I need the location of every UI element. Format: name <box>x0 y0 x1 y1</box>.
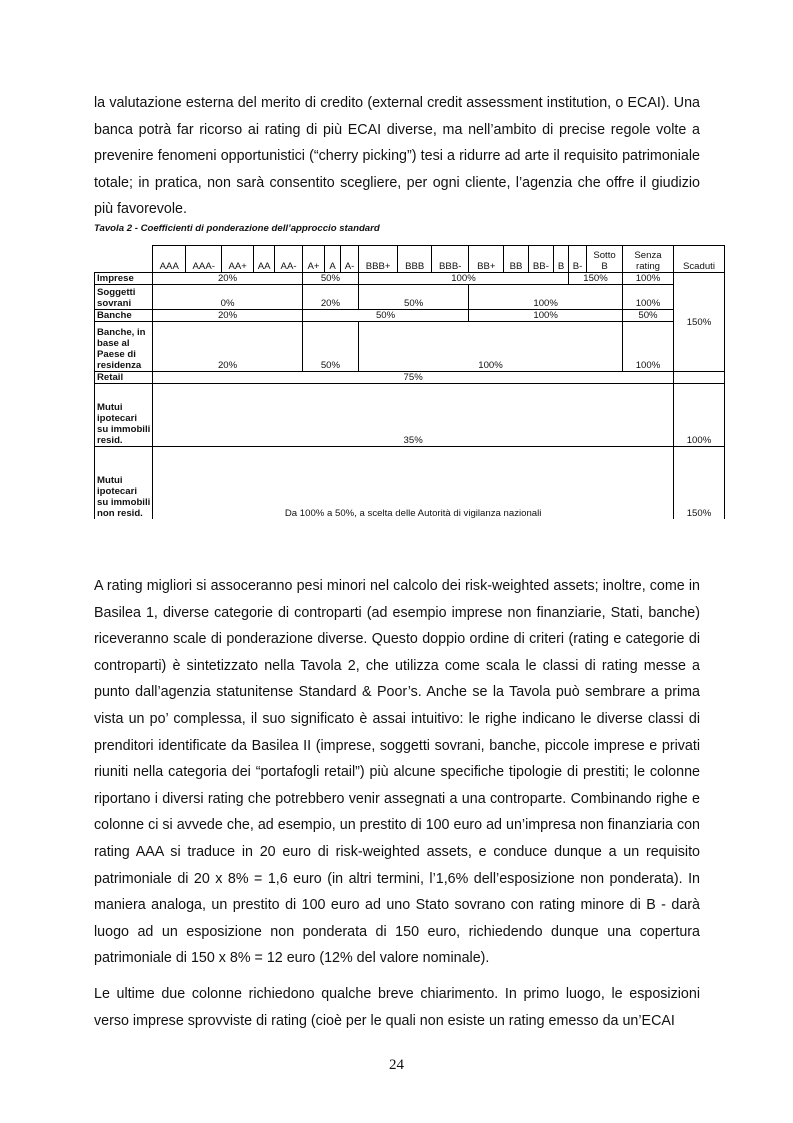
page-number: 24 <box>389 1057 404 1073</box>
header-cell: Sotto B <box>587 246 623 273</box>
table-cell: 50% <box>302 322 358 372</box>
table-cell: 150% <box>673 447 724 519</box>
header-cell: A- <box>341 246 359 273</box>
header-cell: BBB- <box>432 246 469 273</box>
table-cell: 0% <box>153 285 303 310</box>
row-label: Banche <box>95 310 153 322</box>
table-row <box>95 273 725 285</box>
table-cell-empty <box>673 372 724 384</box>
table-cell: 100% <box>623 322 674 372</box>
table-cell: 100% <box>359 273 569 285</box>
table-cell: 100% <box>623 273 674 285</box>
paragraph-intro: la valutazione esterna del merito di credito (external credit assessment institution, o ECAI). Una banca potrà far ricorso ai rating di più ECAI diverse, ma nell’ambito di precise regole volte a prevenire fenomeni opportunistici (“cherry picking”) tesi a ridurre ad arte il requisito patrimoniale totale; in pratica, non sarà consentito scegliere, per ogni cliente, l’agenzia che offre il giudizio più favorevole. <box>94 95 700 218</box>
table-cell: 35% <box>153 384 674 447</box>
table-row <box>95 322 725 372</box>
table-cell: 20% <box>153 310 303 322</box>
table-cell: 100% <box>673 384 724 447</box>
row-label: Mutui ipotecari su immobili resid. <box>95 384 153 447</box>
table-cell: 50% <box>359 285 469 310</box>
paragraph-last-columns: Le ultime due colonne richiedono qualche breve chiarimento. In primo luogo, le esposizioni verso imprese sprovviste di rating (cioè per le quali non esiste un rating emesso da un’ECAI <box>94 986 700 1029</box>
row-label: Banche, in base al Paese di residenza <box>95 322 153 372</box>
header-cell: BB- <box>528 246 553 273</box>
table-cell: 100% <box>469 310 623 322</box>
table-cell: 20% <box>153 273 303 285</box>
header-cell: AAA- <box>186 246 222 273</box>
header-cell: A <box>325 246 341 273</box>
table-cell: 100% <box>623 285 674 310</box>
header-cell: AAA <box>153 246 186 273</box>
table-caption: Tavola 2 - Coefficienti di ponderazione dell’approccio standard <box>94 223 380 234</box>
table-row <box>95 285 725 310</box>
rating-weights-table <box>94 245 725 519</box>
header-cell: B <box>554 246 569 273</box>
table-cell: 100% <box>469 285 623 310</box>
scaduti-cell: 150% <box>673 273 724 372</box>
table-row <box>95 447 725 519</box>
header-cell: BBB+ <box>359 246 398 273</box>
header-cell: BBB <box>398 246 432 273</box>
table-header-row <box>95 246 725 273</box>
header-cell: BB+ <box>469 246 504 273</box>
header-cell: A+ <box>302 246 324 273</box>
table-cell: 50% <box>623 310 674 322</box>
row-label: Retail <box>95 372 153 384</box>
table-cell: 50% <box>302 310 468 322</box>
header-cell: AA <box>254 246 275 273</box>
table-row <box>95 384 725 447</box>
header-corner <box>95 246 153 273</box>
header-cell: B- <box>568 246 586 273</box>
table-cell: 150% <box>568 273 622 285</box>
row-label: Mutui ipotecari su immobili non resid. <box>95 447 153 519</box>
table-cell: 20% <box>302 285 358 310</box>
paragraph-explanation: A rating migliori si assoceranno pesi minori nel calcolo dei risk-weighted assets; inoltre, come in Basilea 1, diverse categorie di controparti (ad esempio imprese non finanziarie, Stati, banche) riceveranno scale di ponderazione diverse. Questo doppio ordine di criteri (rating e categorie di controparti) è sintetizzato nella Tavola 2, che utilizza come scala le classi di rating messe a punto dall’agenzia statunitense Standard & Poor’s. Anche se la Tavola può sembrare a prima vista un po’ complessa, il suo significato è assai intuitivo: le righe indicano le diverse classi di prenditori identificate da Basilea II (imprese, soggetti sovrani, banche, piccole imprese e privati riuniti nella categoria dei “portafogli retail”) più alcune specifiche tipologie di prestiti; le colonne riportano i diversi rating che potrebbero venir assegnati a una controparte. Combinando righe e colonne ci si avvede che, ad esempio, un prestito di 100 euro ad un’impresa non finanziaria con rating AAA si traduce in 20 euro di risk-weighted assets, e conduce dunque a un requisito patrimoniale di 20 x 8% = 1,6 euro (in altri termini, l’1,6% dell’esposizione non ponderata). In maniera analoga, un prestito di 100 euro ad uno Stato sovrano con rating minore di B - darà luogo ad un esposizione non ponderata di 150 euro, richiedendo dunque una copertura patrimoniale di 150 x 8% = 12 euro (12% del valore nominale). <box>94 578 700 967</box>
row-label: Imprese <box>95 273 153 285</box>
table-cell: 20% <box>153 322 303 372</box>
table-cell: 75% <box>153 372 674 384</box>
table-cell: 100% <box>359 322 623 372</box>
table-row <box>95 310 725 322</box>
table-cell: Da 100% a 50%, a scelta delle Autorità di vigilanza nazionali <box>153 447 674 519</box>
header-cell: Scaduti <box>673 246 724 273</box>
header-cell: AA- <box>275 246 303 273</box>
table-row <box>95 372 725 384</box>
table-cell: 50% <box>302 273 358 285</box>
header-cell: Senza rating <box>623 246 674 273</box>
header-cell: BB <box>504 246 528 273</box>
header-cell: AA+ <box>222 246 254 273</box>
row-label: Soggetti sovrani <box>95 285 153 310</box>
